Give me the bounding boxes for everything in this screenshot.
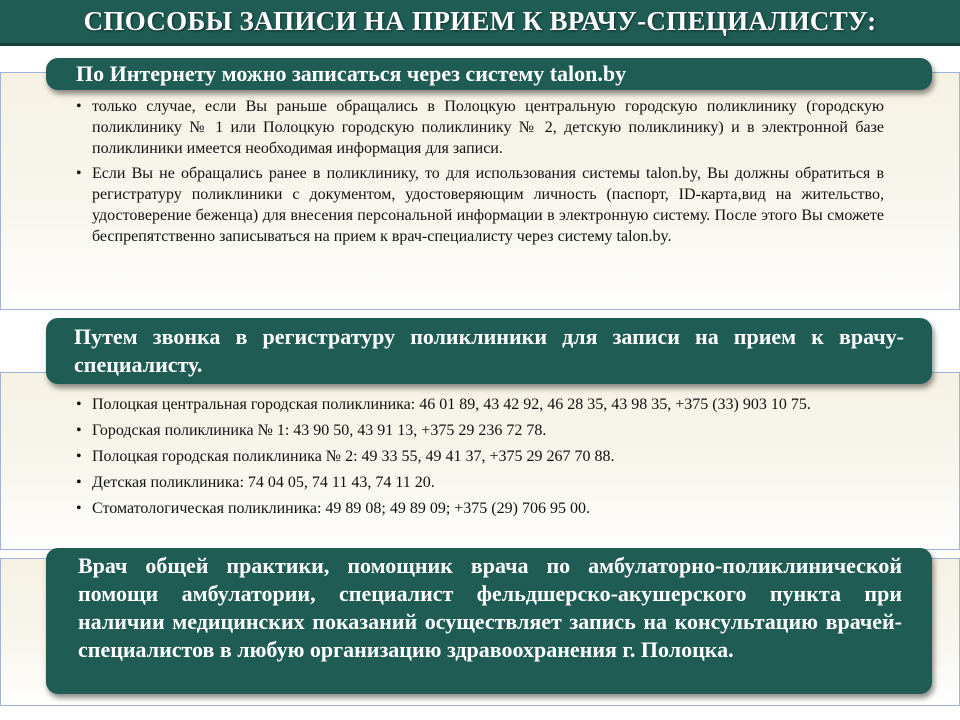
list-item: • Полоцкая центральная городская поликлиника: 46 01 89, 43 42 92, 46 28 35, 43 98 35, +375 (33) 903 10 75. bbox=[76, 394, 894, 415]
internet-section-list bbox=[76, 96, 884, 251]
phone-section-list bbox=[76, 394, 894, 524]
list-item: • Детская поликлиника: 74 04 05, 74 11 43, 74 11 20. bbox=[76, 472, 894, 493]
title-bar bbox=[0, 0, 960, 46]
list-item: • Городская поликлиника № 1: 43 90 50, 43 91 13, +375 29 236 72 78. bbox=[76, 420, 894, 441]
page-title: СПОСОБЫ ЗАПИСИ НА ПРИЕМ К ВРАЧУ-СПЕЦИАЛИСТУ: bbox=[83, 6, 877, 36]
list-item: • Если Вы не обращались ранее в поликлинику, то для использования системы talon.by, Вы должны обратиться в регистратуру поликлиники с документом, удостоверяющим личность (паспорт, ID-карта,вид на жительство, удостоверение беженца) для внесения персональной информации в электронную систему. После этого Вы сможете беспрепятственно записываться на прием к врач-специалисту через систему talon.by. bbox=[76, 163, 884, 247]
list-item: • только случае, если Вы раньше обращались в Полоцкую центральную городскую поликлинику (городскую поликлинику № 1 или Полоцкую городскую поликлинику № 2, детскую поликлинику) и в электронной базе поликлиники имеется необходимая информация для записи. bbox=[76, 96, 884, 159]
referral-section-text: Врач общей практики, помощник врача по амбулаторно-поликлинической помощи амбулатории, специалист фельдшерско-акушерского пункта при наличии медицинских показаний осуществляет запись на консультацию врачей-специалистов в любую организацию здравоохранения г. Полоцка. bbox=[46, 548, 932, 694]
list-item: • Стоматологическая поликлиника: 49 89 08; 49 89 09; +375 (29) 706 95 00. bbox=[76, 498, 894, 519]
phone-section-header: Путем звонка в регистратуру поликлиники для записи на прием к врачу-специалисту. bbox=[46, 318, 932, 384]
list-item: • Полоцкая городская поликлиника № 2: 49 33 55, 49 41 37, +375 29 267 70 88. bbox=[76, 446, 894, 467]
internet-section-header: По Интернету можно записаться через систему talon.by bbox=[46, 58, 932, 90]
